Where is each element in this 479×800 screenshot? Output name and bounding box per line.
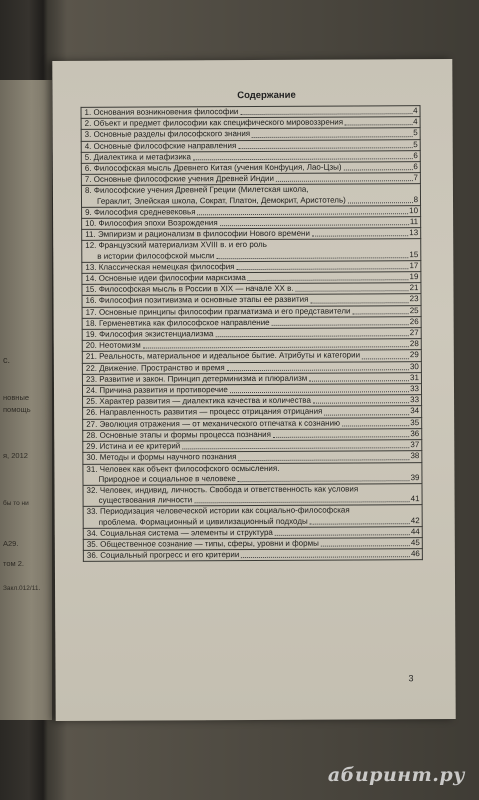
- left-fragment: бы то ни: [3, 500, 29, 507]
- toc-entry-title: 10. Философия эпохи Возрождения: [85, 218, 218, 228]
- book-page: [52, 59, 455, 721]
- toc-leader-dots: [296, 290, 409, 293]
- toc-entry: [81, 184, 420, 207]
- toc-page-number: 23: [409, 294, 419, 304]
- left-fragment: помощь: [3, 405, 31, 414]
- toc-page-number: 29: [409, 350, 419, 360]
- toc-leader-dots: [241, 556, 410, 559]
- toc-page-number: 5: [413, 139, 418, 149]
- toc-entry-title: 11. Эмпиризм и рационализм в философии Нового времени: [85, 228, 310, 240]
- toc-entry-title: 16. Философия позитивизма и основные этапы ее развития: [85, 295, 309, 306]
- toc-page-number: 4: [413, 106, 418, 116]
- toc-page-number: 4: [413, 117, 418, 127]
- toc-leader-dots: [344, 168, 413, 170]
- toc-entry-line: [87, 549, 420, 561]
- toc-page-number: 35: [410, 417, 420, 427]
- toc-page-number: 11: [409, 217, 419, 227]
- toc-leader-dots: [310, 522, 410, 525]
- toc-entry-cell: [83, 549, 422, 562]
- toc-entry-title: 3. Основные разделы философского знания: [84, 129, 251, 140]
- toc-page-number: 39: [410, 472, 420, 482]
- left-fragment: я, 2012: [3, 451, 28, 460]
- toc-leader-dots: [312, 235, 408, 238]
- labirint-watermark: абиринт.ру: [327, 764, 465, 786]
- left-fragment: том 2.: [3, 559, 25, 568]
- toc-page-number: 5: [413, 128, 418, 138]
- toc-entry-title: 1. Основания возникновения философии: [84, 107, 239, 117]
- toc-leader-dots: [321, 544, 410, 546]
- toc-leader-dots: [248, 278, 409, 281]
- toc-leader-dots: [220, 223, 409, 226]
- toc-body: [81, 106, 422, 562]
- toc-page-number: 10: [409, 205, 419, 216]
- toc-entry-title: 21. Реальность, материальное и идеальное бытие. Атрибуты и категории: [85, 350, 361, 362]
- toc-page-number: 25: [409, 305, 419, 315]
- toc-page-number: 7: [413, 173, 418, 183]
- toc-page-number: 41: [410, 494, 420, 504]
- toc-leader-dots: [227, 368, 409, 371]
- toc-entry-title: 5. Диалектика и метафизика: [84, 152, 191, 162]
- toc-entry-title: 36. Социальный прогресс и его критерии: [86, 550, 240, 561]
- toc-entry-title: 28. Основные этапы и формы процесса познания: [86, 429, 271, 440]
- toc-entry-title: 32. Человек, индивид, личность. Свобода и ответственность как условия: [86, 484, 359, 495]
- toc-leader-dots: [215, 334, 408, 337]
- left-page-edge: [0, 80, 52, 720]
- toc-leader-dots: [182, 446, 409, 449]
- toc-entry-title: 13. Классическая немецкая философия: [85, 261, 235, 272]
- toc-leader-dots: [193, 157, 412, 160]
- toc-leader-dots: [310, 301, 408, 304]
- toc-leader-dots: [342, 424, 409, 426]
- toc-leader-dots: [348, 201, 413, 203]
- toc-page-number: 33: [410, 384, 420, 394]
- toc-container: [72, 89, 422, 562]
- toc-table: [81, 105, 423, 562]
- toc-leader-dots: [252, 135, 412, 138]
- toc-page-number: 27: [409, 328, 419, 338]
- toc-entry-title: 18. Герменевтика как философское направление: [85, 317, 270, 328]
- toc-entry-title: 6. Философская мысль Древнего Китая (учения Конфуция, Лао-Цзы): [84, 162, 342, 173]
- toc-leader-dots: [362, 357, 409, 359]
- toc-entry-title: в истории философской мысли: [97, 250, 215, 261]
- toc-entry: [82, 239, 421, 262]
- toc-page-number: 34: [410, 406, 420, 416]
- toc-entry-title: 26. Направленность развития — процесс отрицания отрицания: [86, 407, 323, 418]
- toc-page-number: 42: [410, 515, 420, 525]
- toc-leader-dots: [194, 500, 410, 503]
- toc-entry-title: 12. Французский материализм XVIII в. и его роль: [85, 240, 267, 251]
- toc-entry: [83, 462, 422, 485]
- toc-page-number: 15: [409, 249, 419, 259]
- toc-leader-dots: [324, 413, 409, 415]
- toc-entry-cell: [83, 505, 422, 528]
- toc-page-number: 46: [410, 549, 420, 559]
- toc-leader-dots: [272, 323, 409, 326]
- toc-entry-title: 22. Движение. Пространство и время: [85, 362, 225, 373]
- toc-page-number: 28: [409, 339, 419, 349]
- toc-entry: [83, 484, 422, 507]
- toc-entry-title: 9. Философия средневековья: [85, 207, 196, 217]
- toc-page-number: 19: [409, 272, 419, 282]
- toc-page-number: 33: [410, 395, 420, 405]
- toc-entry-title: Природное и социальное в человеке: [98, 473, 236, 484]
- toc-page-number: 31: [410, 373, 419, 383]
- toc-leader-dots: [238, 146, 412, 149]
- toc-leader-dots: [309, 379, 409, 382]
- toc-entry-title: 35. Общественное сознание — типы, сферы, уровни и формы: [86, 538, 319, 549]
- toc-entry-cell: [81, 184, 420, 207]
- toc-leader-dots: [353, 312, 409, 314]
- left-fragment: с.: [3, 355, 11, 365]
- toc-entry-cell: [82, 239, 421, 262]
- toc-page-number: 8: [413, 194, 419, 204]
- toc-page-number: 44: [410, 526, 420, 536]
- toc-entry-title: проблема. Формационный и цивилизационный подходы: [98, 516, 308, 527]
- toc-page-number: 17: [409, 260, 419, 271]
- toc-entry-title: существования личности: [98, 495, 193, 505]
- toc-title: Содержание: [237, 89, 296, 102]
- toc-leader-dots: [313, 402, 409, 405]
- toc-leader-dots: [238, 458, 409, 461]
- toc-page-number: 30: [409, 361, 419, 371]
- toc-leader-dots: [216, 256, 408, 259]
- toc-entry-title: 33. Периодизация человеческой истории как социально-философская: [86, 505, 350, 517]
- toc-leader-dots: [237, 267, 409, 270]
- toc-entry-title: 8. Философские учения Древней Греции (Милетская школа,: [84, 185, 309, 196]
- toc-page-number: 26: [409, 316, 419, 327]
- toc-entry: [83, 505, 422, 528]
- toc-leader-dots: [273, 435, 409, 438]
- toc-entry-cell: [83, 462, 422, 485]
- toc-entry-title: 7. Основные философские учения Древней Индии: [84, 174, 274, 185]
- toc-entry-title: 4. Основные философские направления: [84, 140, 237, 151]
- toc-entry-title: 15. Философская мысль в России в XIX — начале XX в.: [85, 284, 294, 295]
- left-fragment: новные: [3, 393, 30, 402]
- toc-page-number: 38: [410, 451, 420, 461]
- left-fragment: Закл.012/11.: [3, 585, 41, 592]
- toc-leader-dots: [143, 346, 409, 349]
- toc-leader-dots: [275, 533, 410, 536]
- toc-entry-title: 23. Развитие и закон. Принцип детерминизма и плюрализм: [85, 373, 308, 384]
- toc-entry: [83, 549, 422, 562]
- toc-entry-cell: [83, 484, 422, 507]
- toc-entry-title: 2. Объект и предмет философии как специфического мировоззрения: [84, 117, 344, 129]
- toc-page-number: 6: [413, 150, 418, 160]
- toc-page-number: 37: [410, 440, 420, 450]
- toc-leader-dots: [238, 479, 410, 482]
- toc-entry-title: 19. Философия экзистенциализма: [85, 329, 214, 339]
- toc-page-number: 21: [409, 283, 419, 293]
- page-number: 3: [408, 673, 414, 684]
- toc-page-number: 13: [409, 228, 419, 238]
- toc-page-number: 36: [410, 429, 420, 439]
- toc-entry-title: 25. Характер развития — диалектика качества и количества: [86, 395, 311, 407]
- toc-entry-title: 30. Методы и формы научного познания: [86, 452, 237, 463]
- toc-entry-title: 31. Человек как объект философского осмысления.: [86, 463, 280, 474]
- toc-entry-title: 17. Основные принципы философии прагматизма и его представители: [85, 306, 351, 317]
- toc-entry-title: 24. Причина развития и противоречие: [85, 385, 228, 395]
- toc-entry-title: 29. Истина и ее критерий: [86, 441, 181, 451]
- toc-page-number: 6: [413, 162, 418, 172]
- toc-entry-title: 14. Основные идеи философии марксизма: [85, 273, 246, 283]
- toc-entry-title: 34. Социальная система — элементы и структура: [86, 527, 273, 538]
- toc-leader-dots: [276, 180, 412, 183]
- toc-leader-dots: [345, 124, 412, 126]
- toc-leader-dots: [198, 212, 409, 215]
- toc-entry-title: 20. Неотомизм: [85, 340, 141, 351]
- toc-page-number: 45: [410, 538, 420, 548]
- toc-entry-title: Гераклит, Элейская школа, Сократ, Платон, Демокрит, Аристотель): [96, 195, 346, 206]
- toc-leader-dots: [230, 390, 409, 393]
- toc-entry-title: 27. Эволюция отражения — от механического отпечатка к сознанию: [86, 418, 341, 429]
- left-fragment: А29.: [3, 539, 19, 548]
- toc-leader-dots: [240, 112, 412, 115]
